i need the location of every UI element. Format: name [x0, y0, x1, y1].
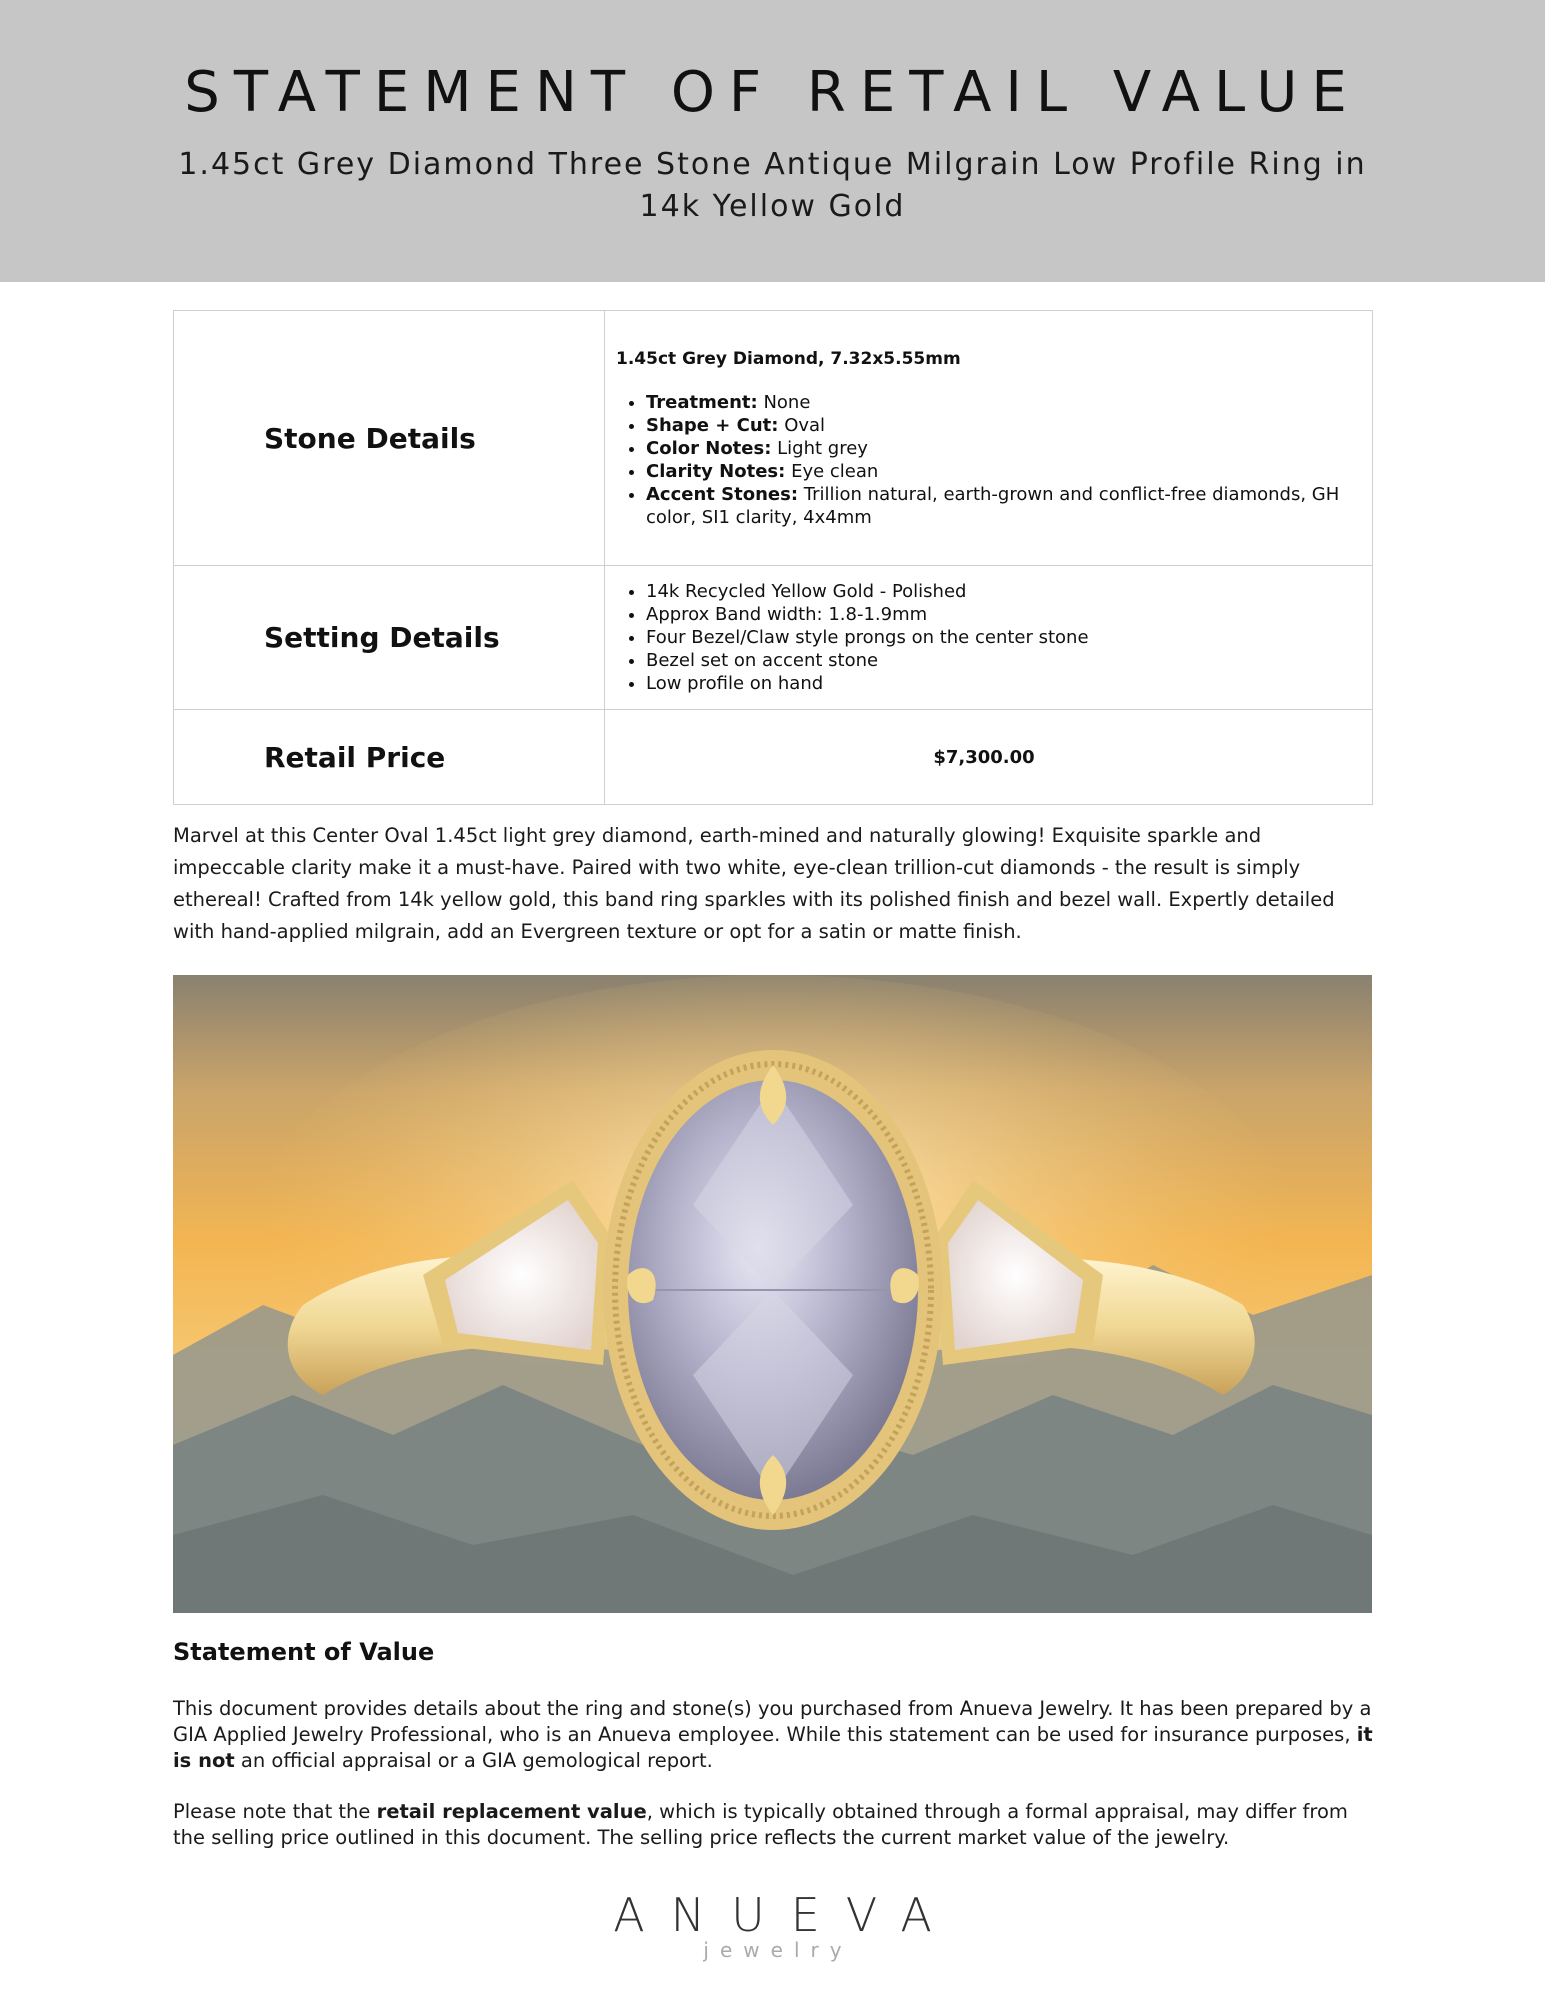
- statement-paragraph-2: [173, 1799, 1378, 1851]
- header-banner: [0, 0, 1545, 282]
- stone-details-label: Stone Details: [174, 311, 605, 566]
- list-item: • Approx Band width: 1.8-1.9mm: [646, 603, 1352, 626]
- statement-heading: Statement of Value: [173, 1638, 435, 1666]
- list-item: • Low profile on hand: [646, 672, 1352, 695]
- text-segment: Please note that the: [173, 1800, 377, 1823]
- item-key: Shape + Cut:: [646, 414, 779, 436]
- brand-logo: ANUEVA: [613, 1888, 958, 1942]
- setting-details-list: [616, 580, 1352, 695]
- item-value: None: [757, 391, 811, 413]
- item-key: Treatment:: [646, 391, 758, 413]
- list-item: [646, 414, 1352, 437]
- item-key: Clarity Notes:: [646, 460, 786, 482]
- list-item: [646, 437, 1352, 460]
- product-description: Marvel at this Center Oval 1.45ct light grey diamond, earth-mined and naturally glowing! Exquisite sparkle and impeccable clarity make it a must-have. Paired with two white, eye-clean trillion-cut diamonds - the result is simply ethereal! Crafted from 14k yellow gold, this band ring sparkles with its polished finish and bezel wall. Expertly detailed with hand-applied milgrain, add an Evergreen texture or opt for a satin or matte finish.: [173, 824, 1335, 943]
- bold-segment: retail replacement value: [376, 1800, 647, 1823]
- stone-details-row: [174, 311, 1373, 566]
- setting-details-label: Setting Details: [174, 566, 605, 710]
- stone-heading: 1.45ct Grey Diamond, 7.32x5.55mm: [616, 348, 961, 369]
- text-segment: This document provides details about the ring and stone(s) you purchased from Anueva Jewelry. It has been prepared by a GIA Applied Jewelry Professional, who is an Anueva employee. While this statement can be used for insurance purposes,: [173, 1697, 1372, 1746]
- list-item: [646, 460, 1352, 483]
- item-value: Eye clean: [785, 460, 879, 482]
- stone-details-content: [605, 311, 1373, 566]
- item-value: Oval: [778, 414, 826, 436]
- retail-price-value: $7,300.00: [605, 710, 1373, 805]
- text-segment: , which is typically obtained through a formal appraisal, may differ from the selling price outlined in this document. The selling price reflects the current market value of the jewelry.: [173, 1800, 1348, 1849]
- setting-details-content: [605, 566, 1373, 710]
- list-item: [646, 483, 1352, 529]
- details-table: [173, 310, 1373, 805]
- stone-details-list: [616, 391, 1352, 529]
- page-title: STATEMENT OF RETAIL VALUE: [184, 60, 1361, 125]
- list-item: [646, 391, 1352, 414]
- list-item: • Four Bezel/Claw style prongs on the center stone: [646, 626, 1352, 649]
- item-value: Light grey: [771, 437, 868, 459]
- page-subtitle: 1.45ct Grey Diamond Three Stone Antique Milgrain Low Profile Ring in 14k Yellow Gold: [178, 147, 1367, 224]
- item-value: Trillion natural, earth-grown and conflict-free diamonds, GH color, SI1 clarity, 4x4mm: [646, 483, 1340, 528]
- text-segment: an official appraisal or a GIA gemological report.: [234, 1749, 713, 1772]
- item-key: Accent Stones:: [646, 483, 799, 505]
- ring-photo: [173, 975, 1372, 1613]
- retail-price-row: [174, 710, 1373, 805]
- retail-price-label: Retail Price: [174, 710, 605, 805]
- bold-segment: it is not: [173, 1723, 1373, 1772]
- setting-details-row: [174, 566, 1373, 710]
- list-item: • Bezel set on accent stone: [646, 649, 1352, 672]
- statement-paragraph-1: [173, 1696, 1378, 1774]
- list-item: • 14k Recycled Yellow Gold - Polished: [646, 580, 1352, 603]
- item-key: Color Notes:: [646, 437, 772, 459]
- brand-logo-subtitle: jewelry: [703, 1938, 853, 1962]
